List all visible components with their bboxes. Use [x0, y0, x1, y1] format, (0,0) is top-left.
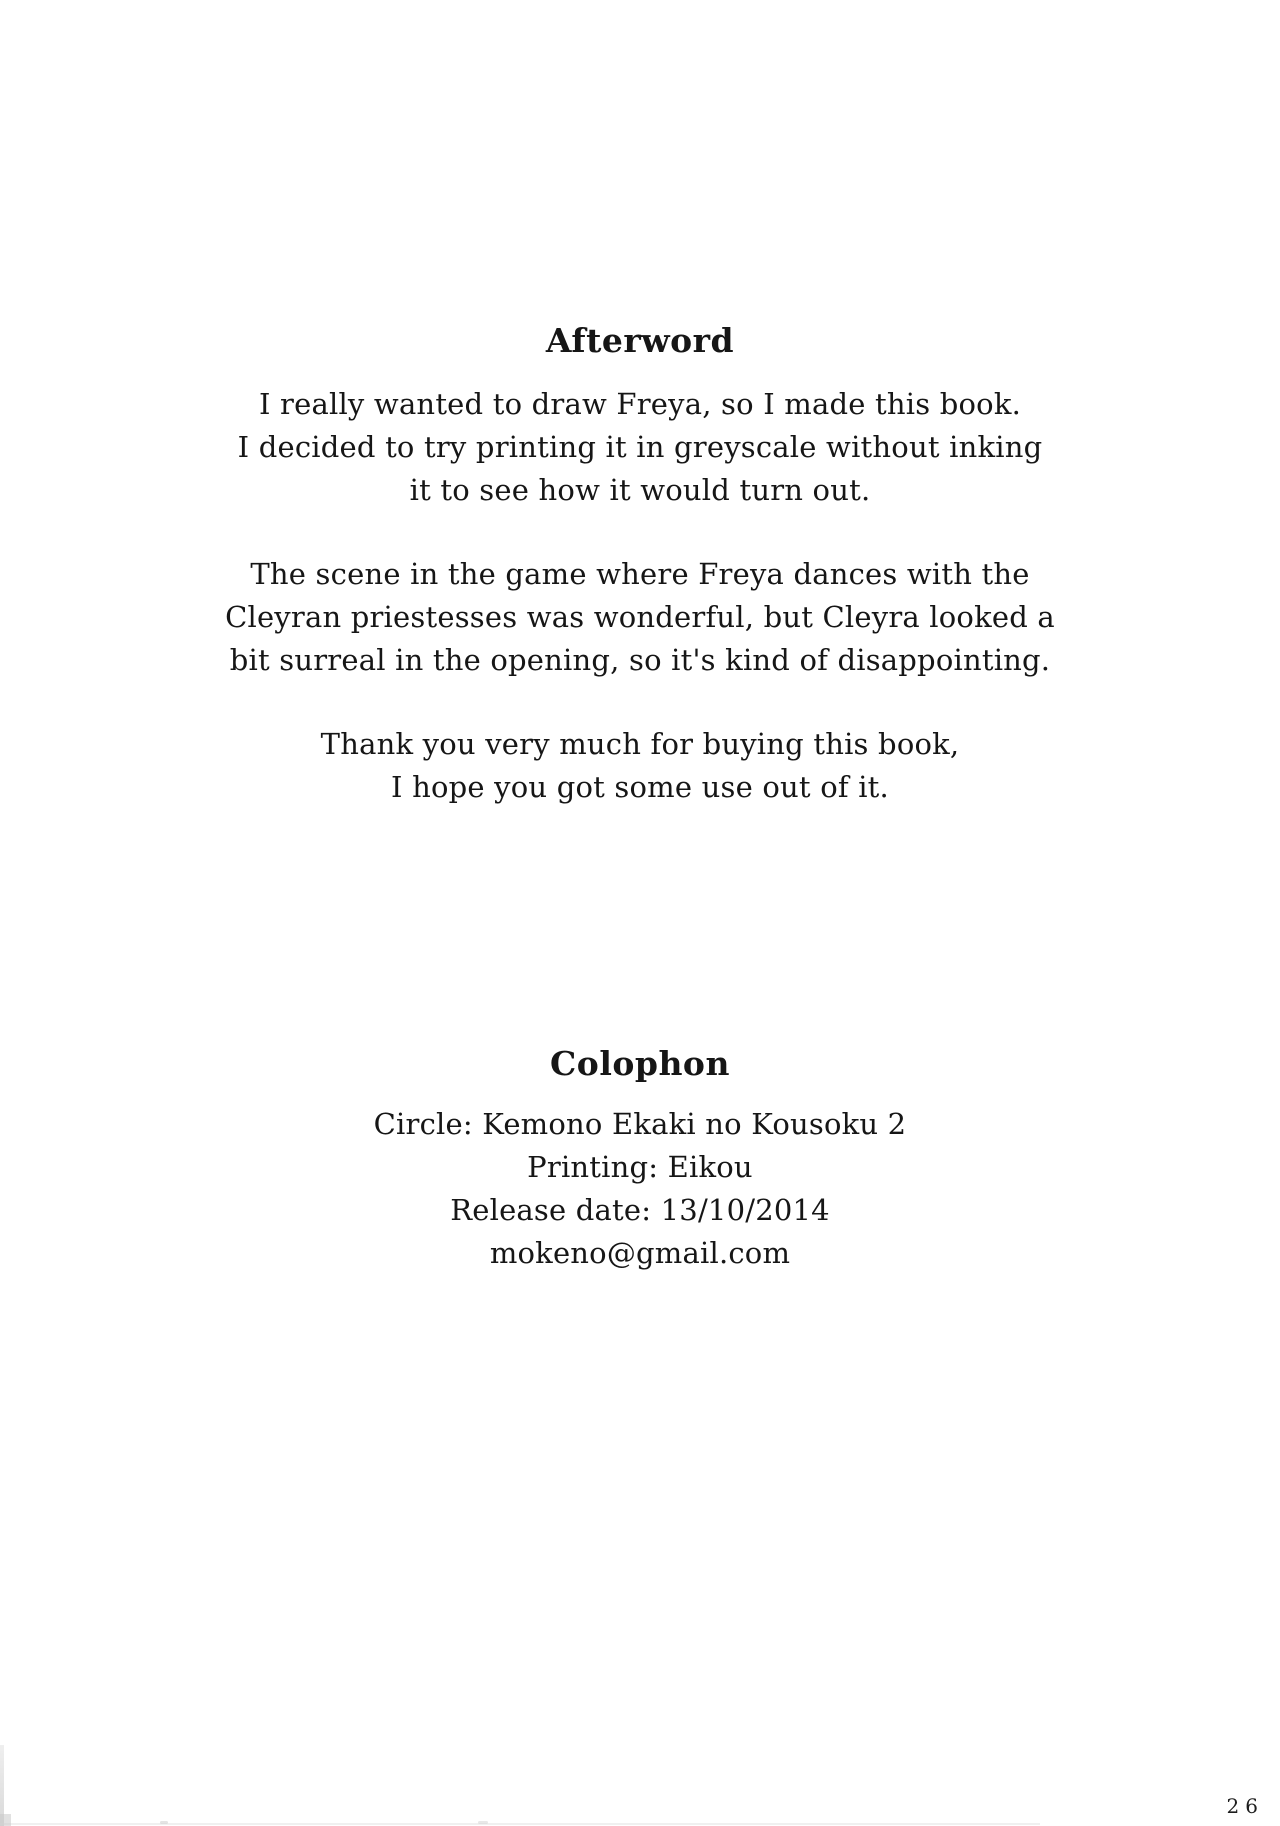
paragraph-line: Thank you very much for buying this book, — [320, 727, 960, 761]
scan-artifact-corner-smudge — [0, 1814, 11, 1826]
paragraph-line: I really wanted to draw Freya, so I made this book. — [258, 387, 1022, 421]
afterword-paragraph-3 — [0, 723, 1280, 809]
colophon-release-date-line: Release date: 13/10/2014 — [450, 1193, 830, 1227]
colophon-heading: Colophon — [550, 1044, 730, 1084]
paragraph-line: Cleyran priestesses was wonderful, but Cleyra looked a — [225, 600, 1055, 634]
scan-artifact-speck — [160, 1821, 168, 1824]
scan-artifact-bottom-line — [0, 1823, 1040, 1825]
scan-artifact-speck — [478, 1821, 488, 1824]
paragraph-line: bit surreal in the opening, so it's kind of disappointing. — [229, 643, 1051, 677]
page-number: 26 — [1226, 1794, 1264, 1818]
afterword-heading: Afterword — [545, 321, 735, 361]
paragraph-line: I hope you got some use out of it. — [391, 770, 889, 804]
colophon-email-line: mokeno@gmail.com — [489, 1236, 791, 1270]
paragraph-line: I decided to try printing it in greyscale without inking — [237, 430, 1043, 464]
colophon-details — [0, 1103, 1280, 1275]
afterword-paragraph-2 — [0, 553, 1280, 682]
colophon-printing-line: Printing: Eikou — [527, 1150, 753, 1184]
paragraph-line: it to see how it would turn out. — [409, 473, 871, 507]
paragraph-line: The scene in the game where Freya dances with the — [250, 557, 1030, 591]
colophon-circle-line: Circle: Kemono Ekaki no Kousoku 2 — [373, 1107, 907, 1141]
afterword-paragraph-1 — [0, 383, 1280, 512]
